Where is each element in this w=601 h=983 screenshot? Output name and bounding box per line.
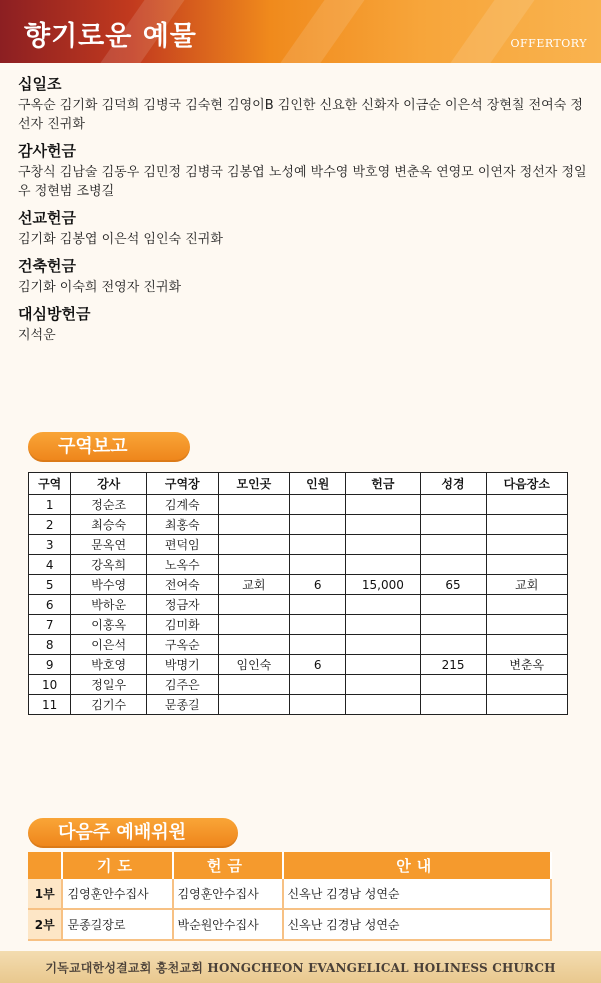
table-cell: [346, 655, 420, 675]
column-header: 다음장소: [486, 473, 567, 495]
offering-names: 구창식 김남술 김동우 김민정 김병국 김봉엽 노성예 박수영 박호영 변춘옥 연영모 이연자 정선자 정일우 정현범 조병길: [18, 165, 587, 199]
table-cell: [420, 675, 486, 695]
table-cell: 8: [29, 635, 71, 655]
table-cell: [290, 675, 346, 695]
table-cell: 노옥수: [146, 555, 218, 575]
column-header: [28, 852, 63, 879]
table-cell: [486, 595, 567, 615]
table-cell: 최승숙: [71, 515, 147, 535]
table-cell: 1: [29, 495, 71, 515]
table-cell: 박하운: [71, 595, 147, 615]
table-cell: 정순조: [71, 495, 147, 515]
table-cell: [420, 515, 486, 535]
table-cell: [486, 495, 567, 515]
page-title: 향기로운 예물: [24, 21, 197, 52]
table-cell: 김영훈안수집사: [174, 879, 284, 910]
table-cell: [346, 695, 420, 715]
table-row: [29, 655, 568, 675]
table-row: [29, 615, 568, 635]
page-subtitle: OFFERTORY: [510, 37, 587, 50]
table-cell: [218, 555, 290, 575]
offering-title: 십일조: [18, 75, 62, 93]
table-cell: 4: [29, 555, 71, 575]
worship-committee-table: [28, 852, 552, 941]
district-report-body: [29, 495, 568, 715]
table-row: [29, 535, 568, 555]
table-cell: [218, 515, 290, 535]
column-header: 성경: [420, 473, 486, 495]
table-row: [29, 515, 568, 535]
banner-stripe: [261, 0, 378, 63]
worship-section-title: 다음주 예배위원: [28, 818, 238, 848]
table-cell: 교회: [486, 575, 567, 595]
offering-names: 김기화 김봉엽 이은석 임인숙 진귀화: [18, 232, 223, 247]
table-header-row: [28, 852, 552, 879]
table-cell: [346, 595, 420, 615]
table-cell: [290, 635, 346, 655]
table-cell: 김기수: [71, 695, 147, 715]
table-cell: [218, 535, 290, 555]
table-cell: 임인숙: [218, 655, 290, 675]
table-cell: 7: [29, 615, 71, 635]
table-cell: [420, 535, 486, 555]
offering-title: 건축헌금: [18, 257, 76, 275]
table-cell: [290, 555, 346, 575]
table-row: [29, 495, 568, 515]
offering-list: [18, 74, 588, 352]
offering-section: [18, 141, 588, 201]
offering-section: [18, 256, 588, 297]
offering-title: 감사헌금: [18, 142, 76, 160]
table-cell: 편덕임: [146, 535, 218, 555]
table-cell: 6: [290, 655, 346, 675]
table-cell: [420, 595, 486, 615]
table-cell: 박명기: [146, 655, 218, 675]
offering-names: 지석운: [18, 328, 56, 343]
table-cell: 15,000: [346, 575, 420, 595]
table-cell: [346, 675, 420, 695]
table-cell: [218, 495, 290, 515]
table-cell: 6: [29, 595, 71, 615]
column-header: 안내: [284, 852, 552, 879]
table-cell: [218, 635, 290, 655]
table-cell: [290, 695, 346, 715]
table-row: [28, 910, 552, 941]
table-cell: [486, 675, 567, 695]
table-cell: [218, 595, 290, 615]
table-cell: 김미화: [146, 615, 218, 635]
table-cell: [346, 615, 420, 635]
table-cell: [346, 635, 420, 655]
table-cell: 이은석: [71, 635, 147, 655]
table-cell: [346, 515, 420, 535]
church-name: 기독교대한성결교회 홍천교회 HONGCHEON EVANGELICAL HOLINESS CHURCH: [45, 961, 556, 975]
table-cell: [486, 615, 567, 635]
table-cell: 문옥연: [71, 535, 147, 555]
table-row: [29, 555, 568, 575]
table-cell: [346, 555, 420, 575]
column-header: 강사: [71, 473, 147, 495]
table-cell: 박수영: [71, 575, 147, 595]
table-row: [29, 595, 568, 615]
table-cell: 3: [29, 535, 71, 555]
table-row: [29, 695, 568, 715]
worship-committee: [28, 852, 552, 941]
table-cell: 정일우: [71, 675, 147, 695]
offering-names: 김기화 이숙희 전영자 진귀화: [18, 280, 182, 295]
service-part-label: 2부: [28, 910, 63, 941]
table-cell: [420, 495, 486, 515]
table-cell: 김영훈안수집사: [63, 879, 173, 910]
column-header: 모인곳: [218, 473, 290, 495]
table-cell: 김주은: [146, 675, 218, 695]
table-cell: [486, 555, 567, 575]
table-cell: 10: [29, 675, 71, 695]
district-report-table: [28, 472, 568, 715]
table-cell: [486, 515, 567, 535]
table-cell: [290, 495, 346, 515]
worship-committee-body: [28, 879, 552, 941]
table-cell: 박호영: [71, 655, 147, 675]
table-cell: 구옥순: [146, 635, 218, 655]
table-cell: 65: [420, 575, 486, 595]
table-cell: [420, 695, 486, 715]
header-banner: [0, 0, 601, 63]
offering-section: [18, 304, 588, 345]
offering-section: [18, 208, 588, 249]
column-header: 헌금: [346, 473, 420, 495]
table-cell: 전여숙: [146, 575, 218, 595]
table-cell: 2: [29, 515, 71, 535]
table-cell: 정금자: [146, 595, 218, 615]
table-cell: [486, 635, 567, 655]
table-cell: 신옥난 김경남 성연순: [284, 910, 552, 941]
table-cell: [420, 635, 486, 655]
table-cell: [486, 535, 567, 555]
table-cell: [420, 615, 486, 635]
table-cell: 6: [290, 575, 346, 595]
table-cell: [218, 695, 290, 715]
table-row: [28, 879, 552, 910]
table-row: [29, 675, 568, 695]
table-cell: 5: [29, 575, 71, 595]
table-cell: 변춘옥: [486, 655, 567, 675]
table-cell: [218, 675, 290, 695]
offering-names: 구옥순 김기화 김덕희 김병국 김숙현 김영이B 김인한 신요한 신화자 이금순 이은석 장현칠 전여숙 정선자 진귀화: [18, 98, 583, 132]
table-cell: 강옥희: [71, 555, 147, 575]
table-cell: 박순원안수집사: [174, 910, 284, 941]
footer-banner: [0, 951, 601, 983]
table-cell: 문종길: [146, 695, 218, 715]
table-cell: [420, 555, 486, 575]
table-row: [29, 575, 568, 595]
banner-stripe: [431, 0, 548, 63]
table-cell: [486, 695, 567, 715]
column-header: 헌금: [174, 852, 284, 879]
table-row: [29, 635, 568, 655]
offering-title: 선교헌금: [18, 209, 76, 227]
column-header: 구역장: [146, 473, 218, 495]
column-header: 기도: [63, 852, 173, 879]
district-section-title: 구역보고: [28, 432, 190, 462]
table-cell: [346, 495, 420, 515]
table-cell: 교회: [218, 575, 290, 595]
offering-section: [18, 74, 588, 134]
service-part-label: 1부: [28, 879, 63, 910]
table-cell: [290, 615, 346, 635]
table-header-row: [29, 473, 568, 495]
table-cell: 문종길장로: [63, 910, 173, 941]
table-cell: [290, 515, 346, 535]
table-cell: 9: [29, 655, 71, 675]
table-cell: [218, 615, 290, 635]
offering-title: 대심방헌금: [18, 305, 91, 323]
table-cell: 이홍옥: [71, 615, 147, 635]
table-cell: 215: [420, 655, 486, 675]
table-cell: 김계숙: [146, 495, 218, 515]
table-cell: [290, 595, 346, 615]
column-header: 인원: [290, 473, 346, 495]
table-cell: [346, 535, 420, 555]
table-cell: [290, 535, 346, 555]
table-cell: 신옥난 김경남 성연순: [284, 879, 552, 910]
table-cell: 11: [29, 695, 71, 715]
column-header: 구역: [29, 473, 71, 495]
table-cell: 최홍숙: [146, 515, 218, 535]
